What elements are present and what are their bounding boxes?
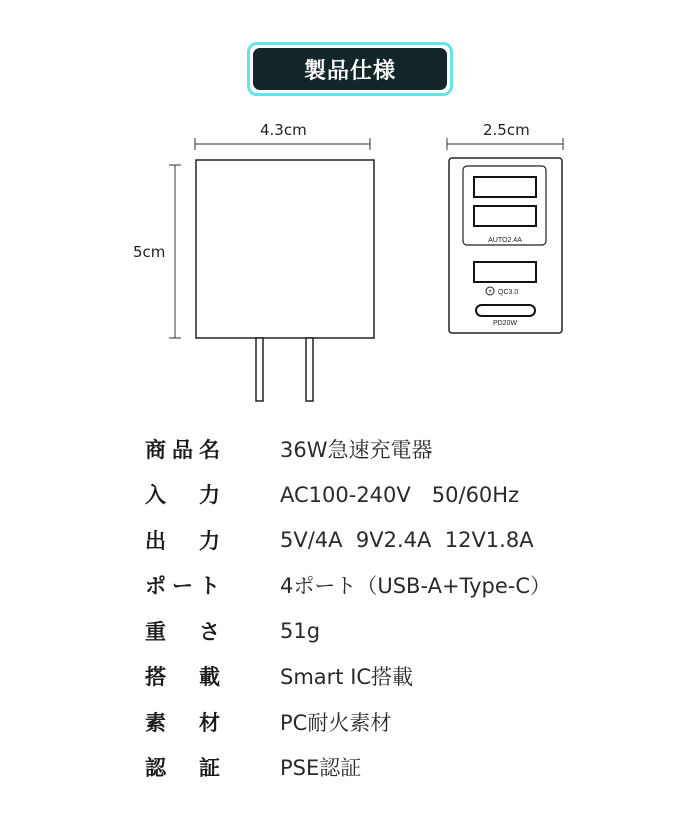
spec-value: 5V/4A 9V2.4A 12V1.8A <box>280 527 534 552</box>
spec-value: PSE認証 <box>280 756 362 781</box>
height-dimension-line <box>169 165 181 338</box>
spec-row-feature <box>145 654 551 700</box>
spec-row-input <box>145 472 551 518</box>
spec-value: 4ポート（USB-A+Type-C） <box>280 574 552 599</box>
width-dimension-label: 4.3cm <box>260 121 307 139</box>
spec-table <box>145 426 551 790</box>
spec-key: 重 さ <box>145 619 220 644</box>
spec-value: 51g <box>280 618 321 643</box>
height-dimension-label: 5cm <box>133 243 166 261</box>
spec-row-certification <box>145 745 551 791</box>
spec-key: 素 材 <box>145 710 220 735</box>
pd-label: PD20W <box>492 320 518 327</box>
spec-key: 出 力 <box>145 528 220 553</box>
spec-row-ports <box>145 563 551 609</box>
spec-key: 認 証 <box>145 756 220 781</box>
page-title: 製品仕様 <box>253 48 447 90</box>
spec-row-material <box>145 699 551 745</box>
qc-label: QC3.0 <box>498 289 519 296</box>
plug-prong-left <box>256 338 263 401</box>
spec-key: 搭 載 <box>145 665 220 690</box>
spec-value: PC耐火素材 <box>280 710 392 735</box>
width-dimension-line <box>195 138 370 150</box>
depth-dimension-line <box>447 138 563 150</box>
spec-value: 36W急速充電器 <box>280 437 433 462</box>
charger-front-body <box>196 160 374 338</box>
usb-a-group-label: AUTO2.4A <box>488 237 522 244</box>
spec-key: ポ ー ト <box>145 574 220 599</box>
spec-row-output <box>145 517 551 563</box>
depth-dimension-label: 2.5cm <box>483 121 530 139</box>
plug-prong-right <box>306 338 313 401</box>
spec-row-weight <box>145 608 551 654</box>
spec-key: 入 力 <box>145 483 220 508</box>
spec-value: AC100-240V 50/60Hz <box>280 483 520 508</box>
spec-row-product-name <box>145 426 551 472</box>
spec-key: 商 品 名 <box>145 437 220 462</box>
spec-value: Smart IC搭載 <box>280 665 414 690</box>
